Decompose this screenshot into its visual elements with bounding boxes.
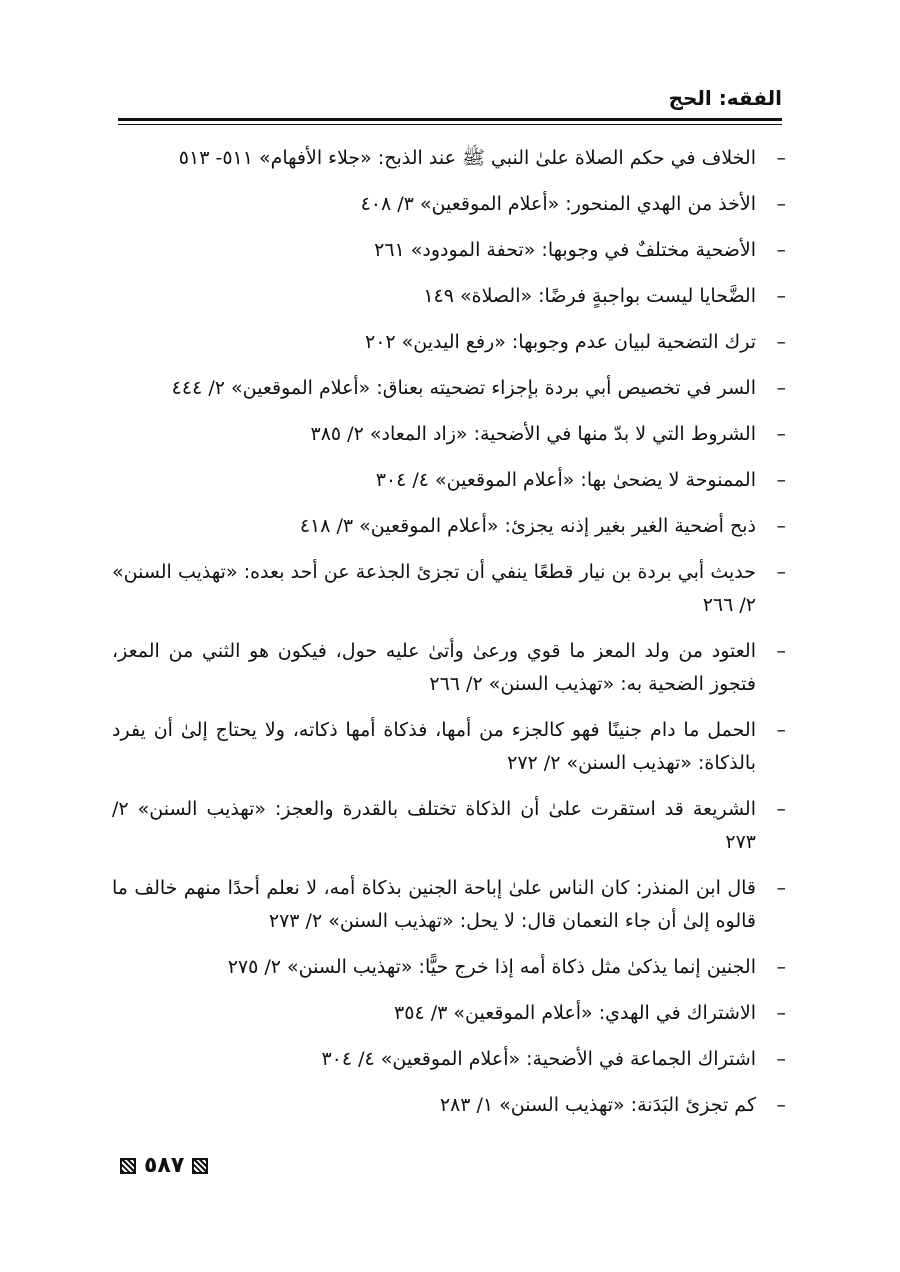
header-rule-thin: [118, 124, 782, 125]
index-entry: [112, 951, 788, 984]
index-entry: [112, 1043, 788, 1076]
entry-dash: –: [776, 193, 786, 215]
index-entry: [112, 997, 788, 1030]
entry-text: الشريعة قد استقرت علىٰ أن الذكاة تختلف بالقدرة والعجز: «تهذيب السنن» ٢/ ٢٧٣: [112, 798, 756, 853]
index-entries: [112, 142, 788, 1135]
entry-text: الحمل ما دام جنينًا فهو كالجزء من أمها، فذكاة أمها ذكاته، ولا يحتاج إلىٰ أن يفرد بالذكاة: «تهذيب السنن» ٢/ ٢٧٢: [112, 719, 756, 774]
entry-text: السر في تخصيص أبي بردة بإجزاء تضحيته بعناق: «أعلام الموقعين» ٢/ ٤٤٤: [171, 377, 756, 399]
entry-text: ذبح أضحية الغير بغير إذنه يجزئ: «أعلام الموقعين» ٣/ ٤١٨: [299, 515, 756, 537]
index-entry: [112, 372, 788, 405]
entry-text: قال ابن المنذر: كان الناس علىٰ إباحة الجنين بذكاة أمه، لا نعلم أحدًا منهم خالف ما قالوه إلىٰ أن جاء النعمان قال: لا يحل: «تهذيب السنن» ٢/ ٢٧٣: [112, 877, 756, 932]
index-entry: [112, 872, 788, 938]
entry-text: الأخذ من الهدي المنحور: «أعلام الموقعين» ٣/ ٤٠٨: [360, 193, 756, 215]
index-entry: [112, 234, 788, 267]
entry-dash: –: [776, 1002, 786, 1024]
entry-dash: –: [776, 956, 786, 978]
page-number: ٥٨٧: [144, 1153, 185, 1178]
entry-dash: –: [776, 423, 786, 445]
entry-dash: –: [776, 1094, 786, 1116]
entry-dash: –: [776, 561, 786, 583]
entry-dash: –: [776, 719, 786, 741]
entry-dash: –: [776, 377, 786, 399]
entry-text: الاشتراك في الهدي: «أعلام الموقعين» ٣/ ٣٥٤: [394, 1002, 756, 1024]
ornament-icon: [120, 1158, 136, 1174]
entry-text: الشروط التي لا بدّ منها في الأضحية: «زاد المعاد» ٢/ ٣٨٥: [310, 423, 756, 445]
index-entry: [112, 635, 788, 701]
entry-text: الممنوحة لا يضحىٰ بها: «أعلام الموقعين» ٤/ ٣٠٤: [375, 469, 756, 491]
entry-text: الأضحية مختلفٌ في وجوبها: «تحفة المودود» ٢٦١: [374, 239, 756, 261]
entry-dash: –: [776, 877, 786, 899]
entry-dash: –: [776, 1048, 786, 1070]
index-entry: [112, 280, 788, 313]
entry-text: العتود من ولد المعز ما قوي ورعىٰ وأتىٰ عليه حول، فيكون هو الثني من المعز، فتجوز الضحية به: «تهذيب السنن» ٢/ ٢٦٦: [112, 640, 756, 695]
entry-dash: –: [776, 285, 786, 307]
entry-text: اشتراك الجماعة في الأضحية: «أعلام الموقعين» ٤/ ٣٠٤: [321, 1048, 756, 1070]
entry-text: الجنين إنما يذكىٰ مثل ذكاة أمه إذا خرج حيًّا: «تهذيب السنن» ٢/ ٢٧٥: [227, 956, 756, 978]
entry-text: كم تجزئ البَدَنة: «تهذيب السنن» ١/ ٢٨٣: [439, 1094, 756, 1116]
index-entry: [112, 464, 788, 497]
page-footer: [120, 1153, 208, 1178]
entry-text: الخلاف في حكم الصلاة علىٰ النبي ﷺ عند الذبح: «جلاء الأفهام» ٥١١- ٥١٣: [178, 147, 756, 169]
entry-dash: –: [776, 798, 786, 820]
header-rule-thick: [118, 118, 782, 121]
entry-dash: –: [776, 239, 786, 261]
index-entry: [112, 714, 788, 780]
entry-dash: –: [776, 331, 786, 353]
entry-dash: –: [776, 147, 786, 169]
entry-text: حديث أبي بردة بن نيار قطعًا ينفي أن تجزئ الجذعة عن أحد بعده: «تهذيب السنن» ٢/ ٢٦٦: [112, 561, 756, 616]
index-entry: [112, 142, 788, 175]
index-entry: [112, 1089, 788, 1122]
index-entry: [112, 556, 788, 622]
index-entry: [112, 326, 788, 359]
index-entry: [112, 418, 788, 451]
entry-dash: –: [776, 515, 786, 537]
entry-text: ترك التضحية لبيان عدم وجوبها: «رفع اليدين» ٢٠٢: [365, 331, 756, 353]
entry-dash: –: [776, 640, 786, 662]
entry-dash: –: [776, 469, 786, 491]
ornament-icon: [192, 1158, 208, 1174]
entry-text: الضَّحايا ليست بواجبةٍ فرضًا: «الصلاة» ١٤٩: [423, 285, 756, 307]
running-header: الفقه: الحج: [668, 86, 782, 110]
index-entry: [112, 510, 788, 543]
index-entry: [112, 188, 788, 221]
index-entry: [112, 793, 788, 859]
